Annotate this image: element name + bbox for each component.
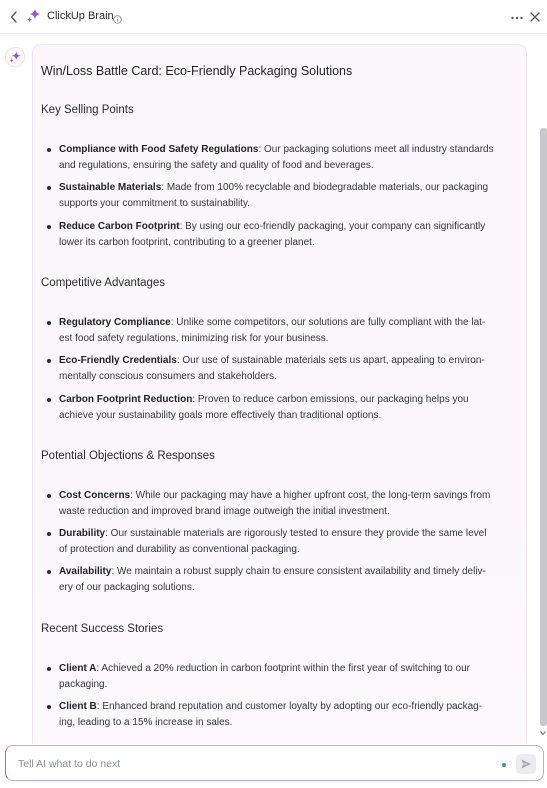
bullet <box>47 667 52 672</box>
sparkle-icon <box>25 7 42 24</box>
bullet <box>47 321 52 326</box>
scrollbar-thumb[interactable] <box>540 128 547 726</box>
composer <box>5 745 544 781</box>
send-icon <box>520 758 532 770</box>
bullet <box>47 148 52 153</box>
panel-title: ClickUp Brain <box>47 10 114 22</box>
section-heading: Key Selling Points <box>41 104 134 116</box>
section-heading: Competitive Advantages <box>41 277 166 289</box>
bullet <box>47 494 52 499</box>
section-heading: Recent Success Stories <box>41 623 164 635</box>
more-horizontal-icon[interactable] <box>510 11 524 23</box>
scroll-down-icon[interactable] <box>539 724 547 732</box>
bullet <box>47 225 52 230</box>
info-icon[interactable] <box>113 11 122 20</box>
status-dot <box>502 763 506 767</box>
close-icon[interactable] <box>529 10 541 22</box>
response-card <box>32 44 527 744</box>
bullet <box>47 532 52 537</box>
bullet <box>47 359 52 364</box>
list-item: Eco-Friendly Credentials: Our use of sustainable materials sets us apart, appealing to environ- mentally conscious consumers and stakeholders. <box>59 355 485 382</box>
list-item: Availability: We maintain a robust supply chain to ensure consistent availability and timely deliv- ery of our packaging solutions. <box>59 566 486 593</box>
chevron-left-icon[interactable] <box>8 9 20 25</box>
bullet <box>47 186 52 191</box>
bullet <box>47 570 52 575</box>
list-item: Carbon Footprint Reduction: Proven to reduce carbon emissions, our packaging helps you achieve your sustainability goals more effectively than traditional options. <box>59 394 469 421</box>
bullet <box>47 398 52 403</box>
list-item: Cost Concerns: While our packaging may have a higher upfront cost, the long-term savings from waste reduction and improved brand image outweigh the initial investment. <box>59 490 491 517</box>
card-title: Win/Loss Battle Card: Eco-Friendly Packaging Solutions <box>41 64 353 78</box>
list-item: Client A: Achieved a 20% reduction in carbon footprint within the first year of switching to our packaging. <box>59 663 470 690</box>
list-item: Sustainable Materials: Made from 100% recyclable and biodegradable materials, our packaging supports your commitment to sustainability. <box>59 182 489 209</box>
list-item: Durability: Our sustainable materials are rigorously tested to ensure they provide the same level of protection and durability as conventional packaging. <box>59 528 487 555</box>
sparkle-icon <box>8 50 22 64</box>
list-item: Client B: Enhanced brand reputation and customer loyalty by adopting our eco-friendly packag- ing, leading to a 15% increase in sales. <box>59 701 483 728</box>
panel-header <box>0 0 547 34</box>
send-button[interactable] <box>516 754 536 774</box>
prompt-input[interactable] <box>18 755 478 773</box>
list-item: Reduce Carbon Footprint: By using our eco-friendly packaging, your company can significantly lower its carbon footprint, contributing to a greener planet. <box>59 221 486 248</box>
bullet <box>47 705 52 710</box>
assistant-avatar <box>5 47 25 67</box>
list-item: Regulatory Compliance: Unlike some competitors, our solutions are fully compliant with the lat- est food safety regulations, minimizing risk for your business. <box>59 317 486 344</box>
list-item: Compliance with Food Safety Regulations: Our packaging solutions meet all industry standards and regulations, ensuring the safety and quality of food and beverages. <box>59 144 494 171</box>
section-heading: Potential Objections & Responses <box>41 450 215 462</box>
